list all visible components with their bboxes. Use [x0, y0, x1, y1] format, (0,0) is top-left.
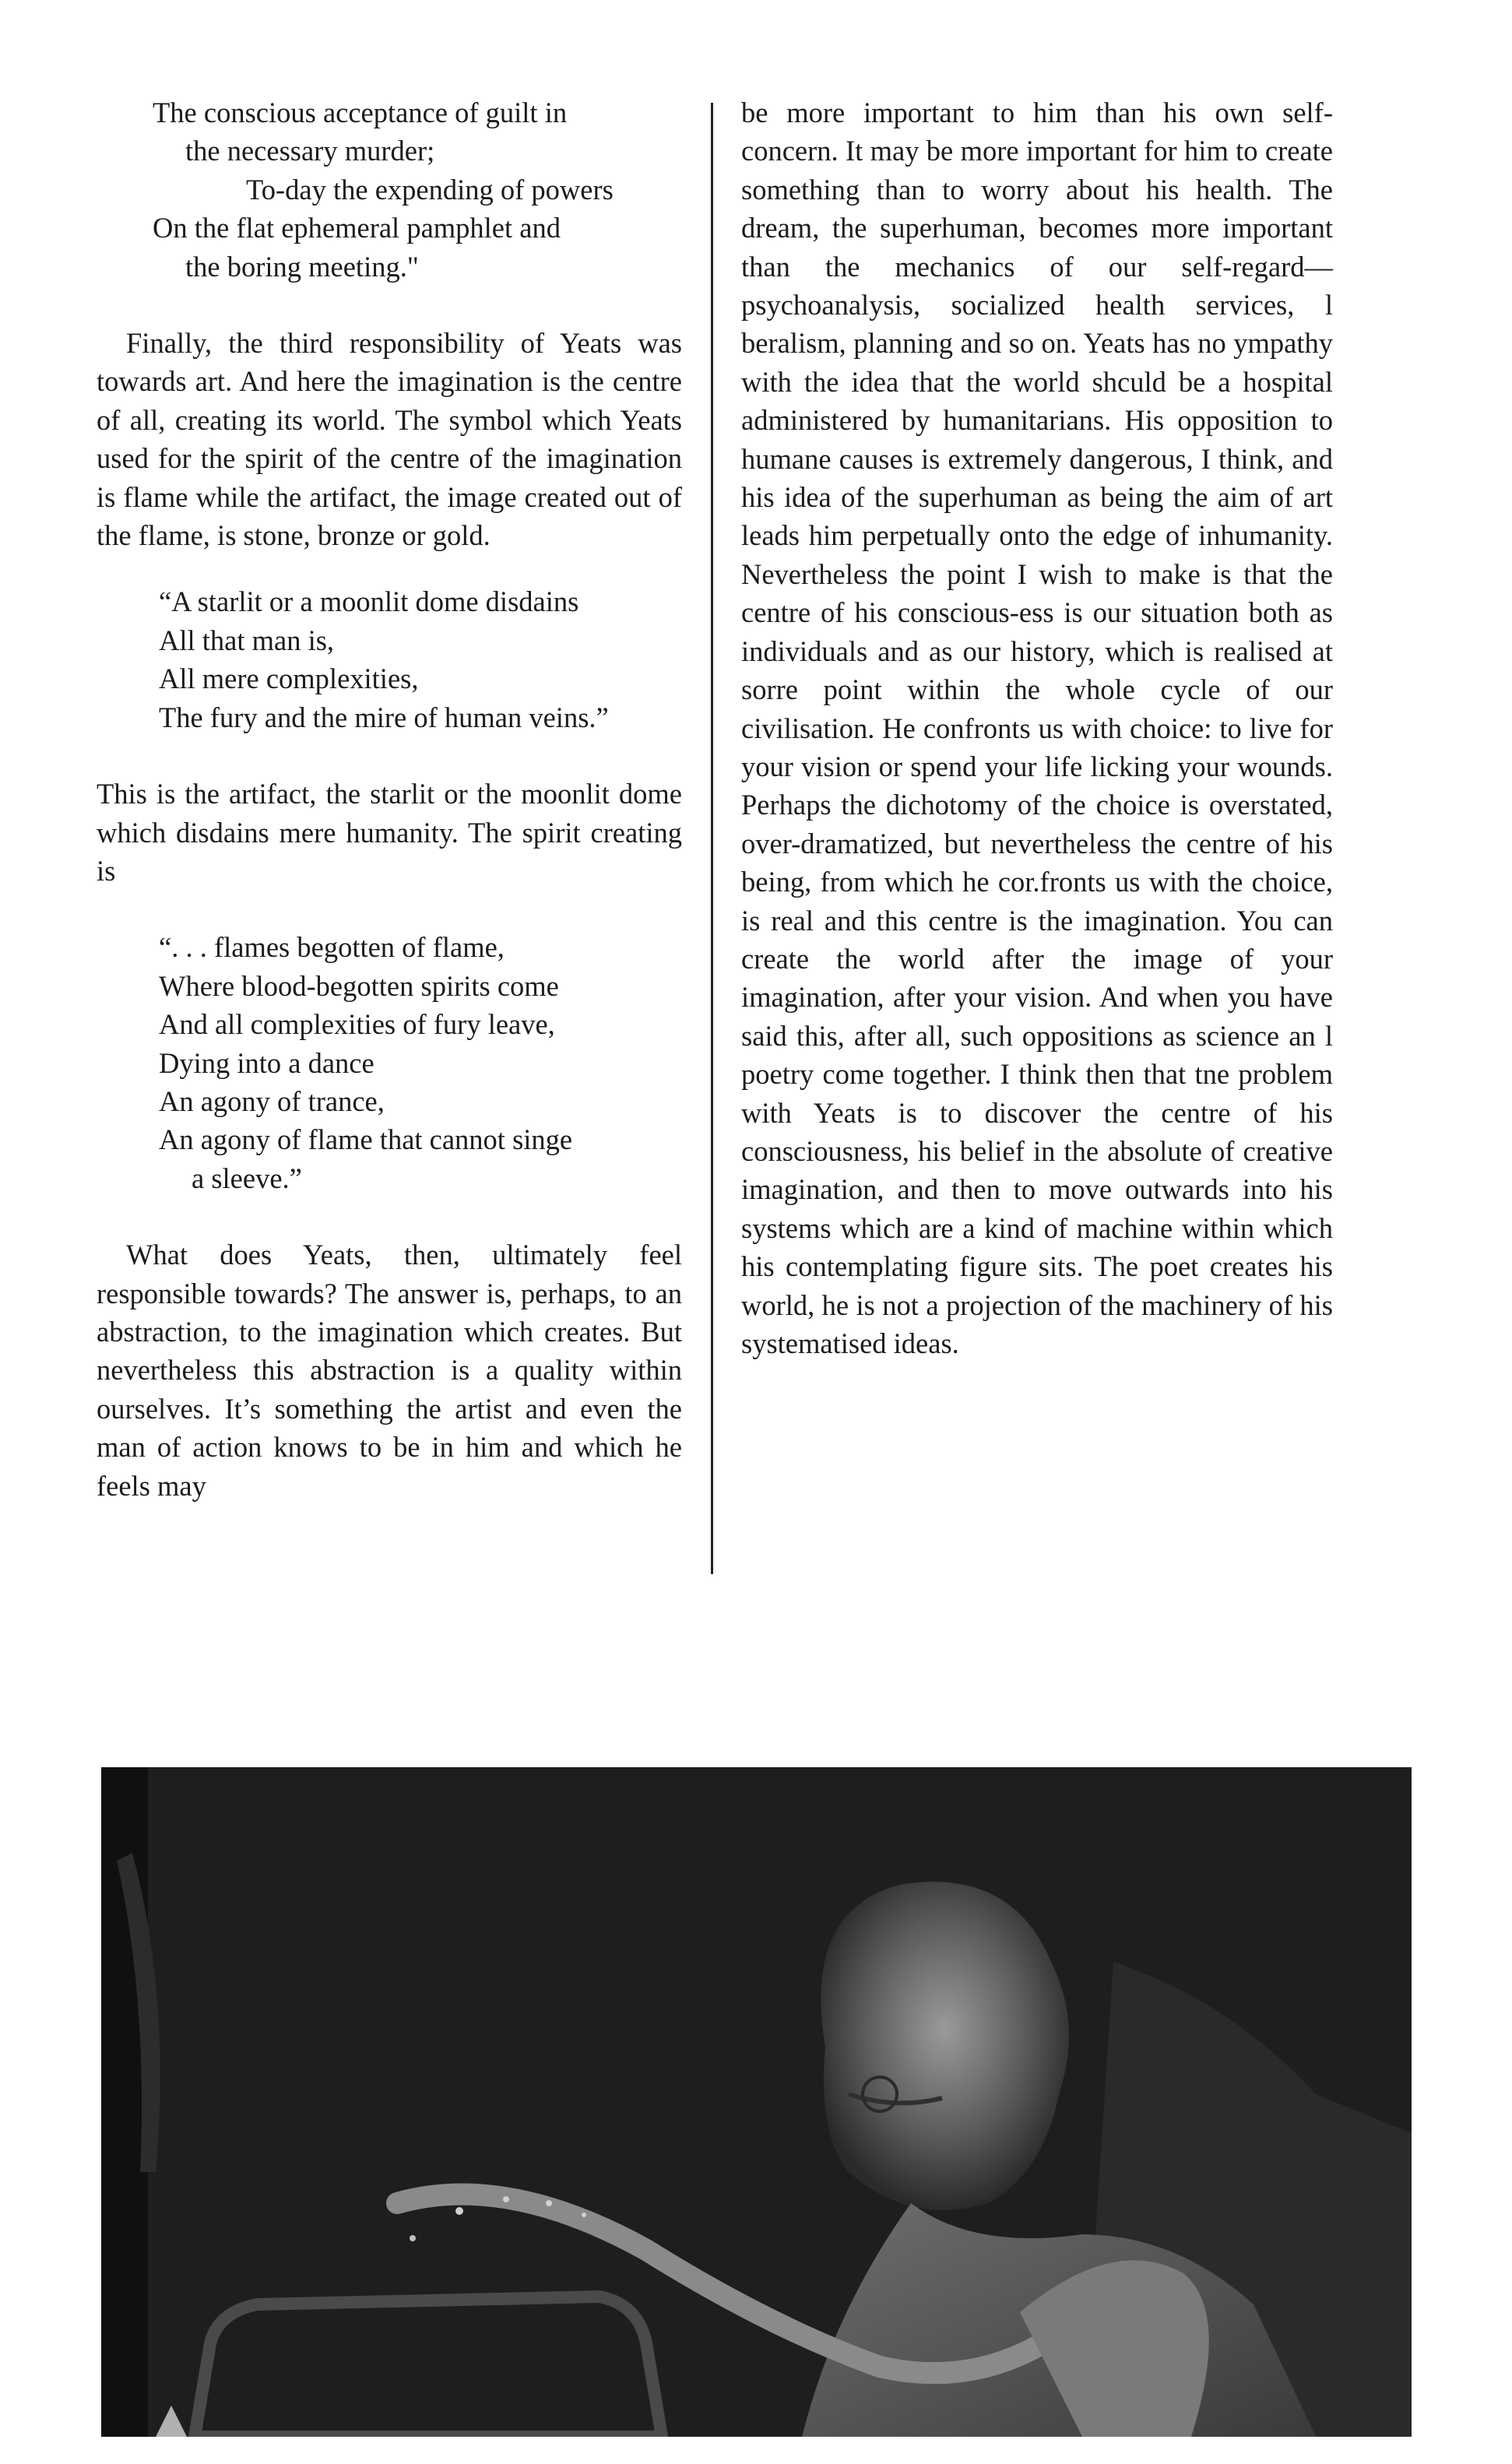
verse-flames	[97, 928, 682, 1197]
verse-line: the boring meeting."	[185, 250, 419, 283]
verse-line: To-day the expending of powers	[246, 173, 614, 206]
paragraph-what: What does Yeats, then, ultimately feel responsible towards? The answer is, perhaps, to an abstraction, to the imagination which creates. But nevertheless this abstraction is a quality within ourselves. It’s something the artist and even the man of action knows to be in him and which he feels may	[97, 1239, 682, 1502]
verse-line: The fury and the mire of human veins.”	[159, 701, 609, 733]
verse-line: “. . . flames begotten of flame,	[159, 931, 505, 964]
verse-line: An agony of flame that cannot singe	[159, 1123, 573, 1156]
verse-line: All mere complexities,	[159, 663, 419, 695]
paragraph-artifact: This is the artifact, the starlit or the moonlit dome which disdains mere humanity. The spirit creating is	[97, 778, 682, 887]
verse-line: An agony of trance,	[159, 1084, 385, 1117]
verse-guilt	[97, 93, 682, 286]
verse-line: the necessary murder;	[185, 135, 435, 167]
paragraph-main: be more important to him than his own self-concern. It may be more important for him to create something than to worry about his health. The dream, the superhuman, becomes more important than the mechanics of our self-regard—psychoanalysis, socialized health services, l beralism, planning and so on. Yeats has no ympathy with the idea that the world shculd be a hospital administered by humanitarians. His opposition to humane causes is extremely dangerous, I think, and his idea of the superhuman as being the aim of art leads him perpetually onto the edge of inhumanity. Nevertheless the point I wish to make is that the centre of his conscious-ess is our situation both as individuals and as our history, which is realised at sorre point within the whole cycle of our civilisation. He confronts us with choice: to live for your vision or spend your life licking your wounds. Perhaps the dichotomy of the choice is overstated, over-dramatized, but nevertheless the centre of his being, from which he cor.fronts us with the choice, is real and this centre is the imagination. You can create the world after the image of your imagination, after your vision. And when you have said this, after all, such oppositions as science an l poetry come together. I think then that tne problem with Yeats is to discover the centre of his consciousness, his belief in the absolute of creative imagination, and then to move outwards into his systems which are a kind of machine within which his contemplating figure sits. The poet creates his world, he is not a projection of the machinery of his systematised ideas.	[741, 97, 1333, 1359]
left-column	[97, 93, 682, 1505]
verse-line: The conscious acceptance of guilt in	[153, 97, 568, 128]
verse-line: Dying into a dance	[159, 1046, 374, 1079]
verse-dome	[97, 582, 682, 736]
verse-line: “A starlit or a moonlit dome disdains	[159, 585, 579, 618]
column-divider	[711, 103, 713, 1574]
portrait-photo	[101, 1767, 1412, 2437]
verse-line: On the flat ephemeral pamphlet and	[153, 212, 561, 244]
right-column	[741, 93, 1333, 1362]
verse-line: Where blood-begotten spirits come	[159, 969, 559, 1002]
verse-line: a sleeve.”	[192, 1162, 302, 1194]
verse-line: And all complexities of fury leave,	[159, 1008, 555, 1041]
paragraph-finally: Finally, the third responsibility of Yeats was towards art. And here the imagination is the centre of all, creating its world. The symbol which Yeats used for the spirit of the centre of the imagination is flame while the artifact, the image created out of the flame, is stone, bronze or gold.	[97, 327, 682, 552]
verse-line: All that man is,	[159, 624, 335, 656]
